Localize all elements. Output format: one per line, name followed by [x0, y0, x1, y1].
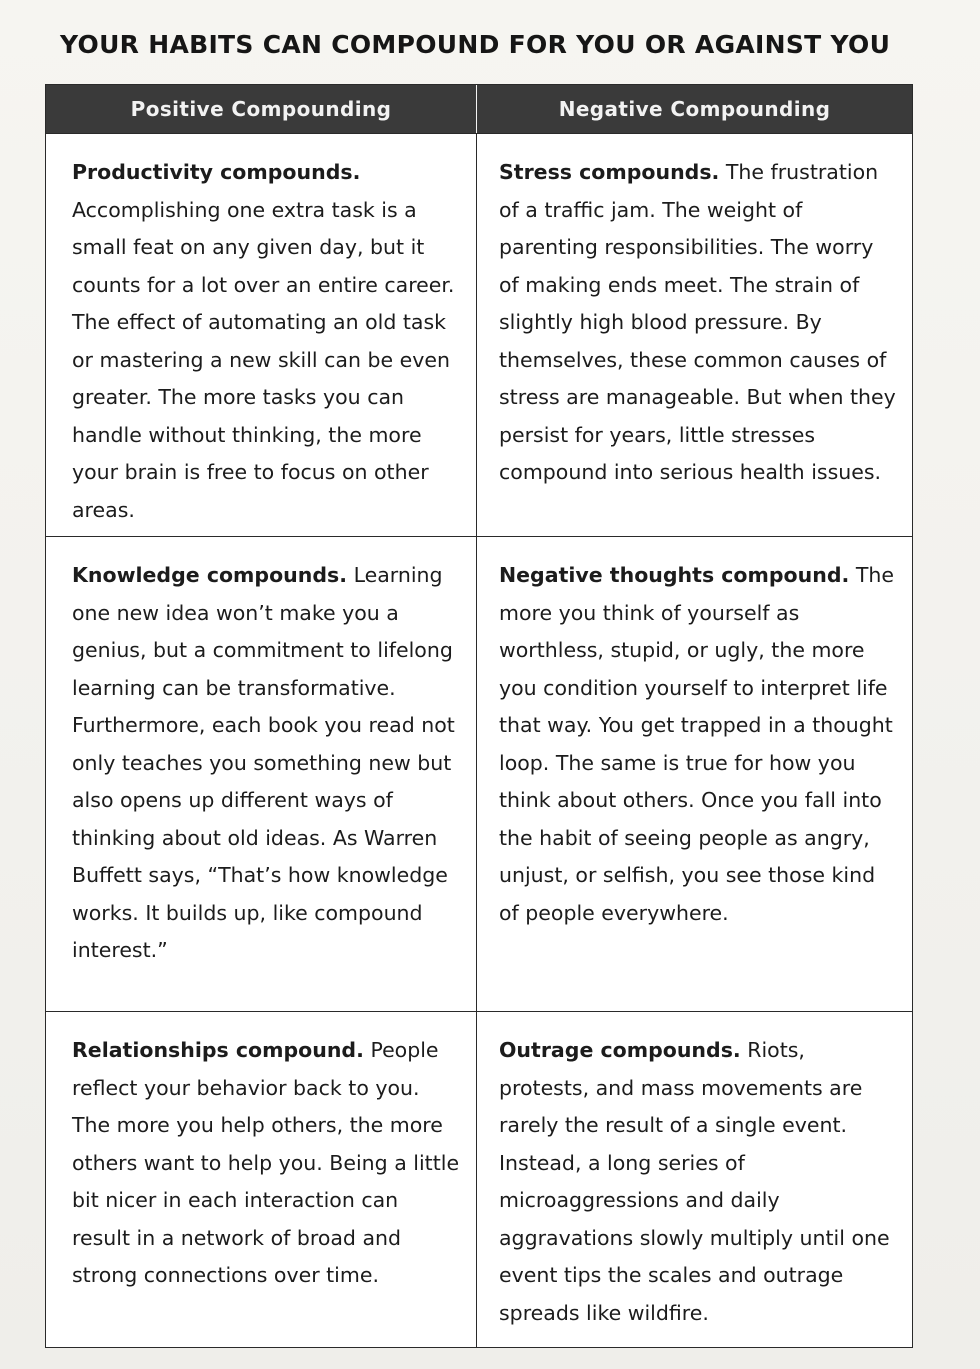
cell-lead: Outrage compounds. — [499, 1038, 741, 1062]
cell-lead: Relationships compound. — [72, 1038, 364, 1062]
cell-negative-thoughts — [476, 537, 912, 1011]
cell-lead: Knowledge compounds. — [72, 563, 348, 587]
cell-relationships — [46, 1012, 476, 1347]
table-row — [46, 133, 912, 536]
header-negative: Negative Compounding — [476, 85, 912, 133]
cell-text: Accomplishing one extra task is a small feat on any given day, but it counts for a lot over an entire career. The effect of automating an old task or mastering a new skill can be even greater. The more tasks you can handle without thinking, the more your brain is free to focus on other areas. — [72, 197, 455, 522]
cell-lead: Stress compounds. — [499, 160, 720, 184]
header-positive: Positive Compounding — [130, 97, 392, 121]
table-row — [46, 536, 912, 1011]
cell-lead: Productivity compounds. — [72, 160, 361, 184]
table-header — [46, 85, 912, 133]
cell-productivity — [46, 134, 476, 536]
cell-knowledge — [46, 537, 476, 1011]
cell-text: The frustration of a traffic jam. The weight of parenting responsibilities. The worry of making ends meet. The strain of slightly high blood pressure. By themselves, these common causes of stress are manageable. But when they persist for years, little stresses compound into serious health issues. — [499, 160, 896, 484]
cell-stress — [476, 134, 912, 536]
cell-text: The more you think of yourself as worthless, stupid, or ugly, the more you condition yourself to interpret life that way. You get trapped in a thought loop. The same is true for how you think about others. Once you fall into the habit of seeing people as angry, unjust, or selfish, you see those kind of people everywhere. — [499, 563, 894, 925]
cell-text: Riots, protests, and mass movements are rarely the result of a single event. Instead, a long series of microaggressions and daily aggravations slowly multiply until one event tips the scales and outrage spreads like wildfire. — [499, 1038, 890, 1325]
cell-text: Learning one new idea won’t make you a genius, but a commitment to lifelong learning can be transformative. Furthermore, each book you read not only teaches you something new but also opens up different ways of thinking about old ideas. As Warren Buffett says, “That’s how knowledge works. It builds up, like compound interest.” — [72, 563, 455, 962]
cell-outrage — [476, 1012, 912, 1347]
cell-text: People reflect your behavior back to you. The more you help others, the more others want to help you. Being a little bit nicer in each interaction can result in a network of broad and strong connections over time. — [72, 1038, 460, 1287]
habits-table — [45, 84, 913, 1348]
cell-lead: Negative thoughts compound. — [499, 563, 850, 587]
table-row — [46, 1011, 912, 1347]
page-title: YOUR HABITS CAN COMPOUND FOR YOU OR AGAINST YOU — [60, 30, 891, 59]
